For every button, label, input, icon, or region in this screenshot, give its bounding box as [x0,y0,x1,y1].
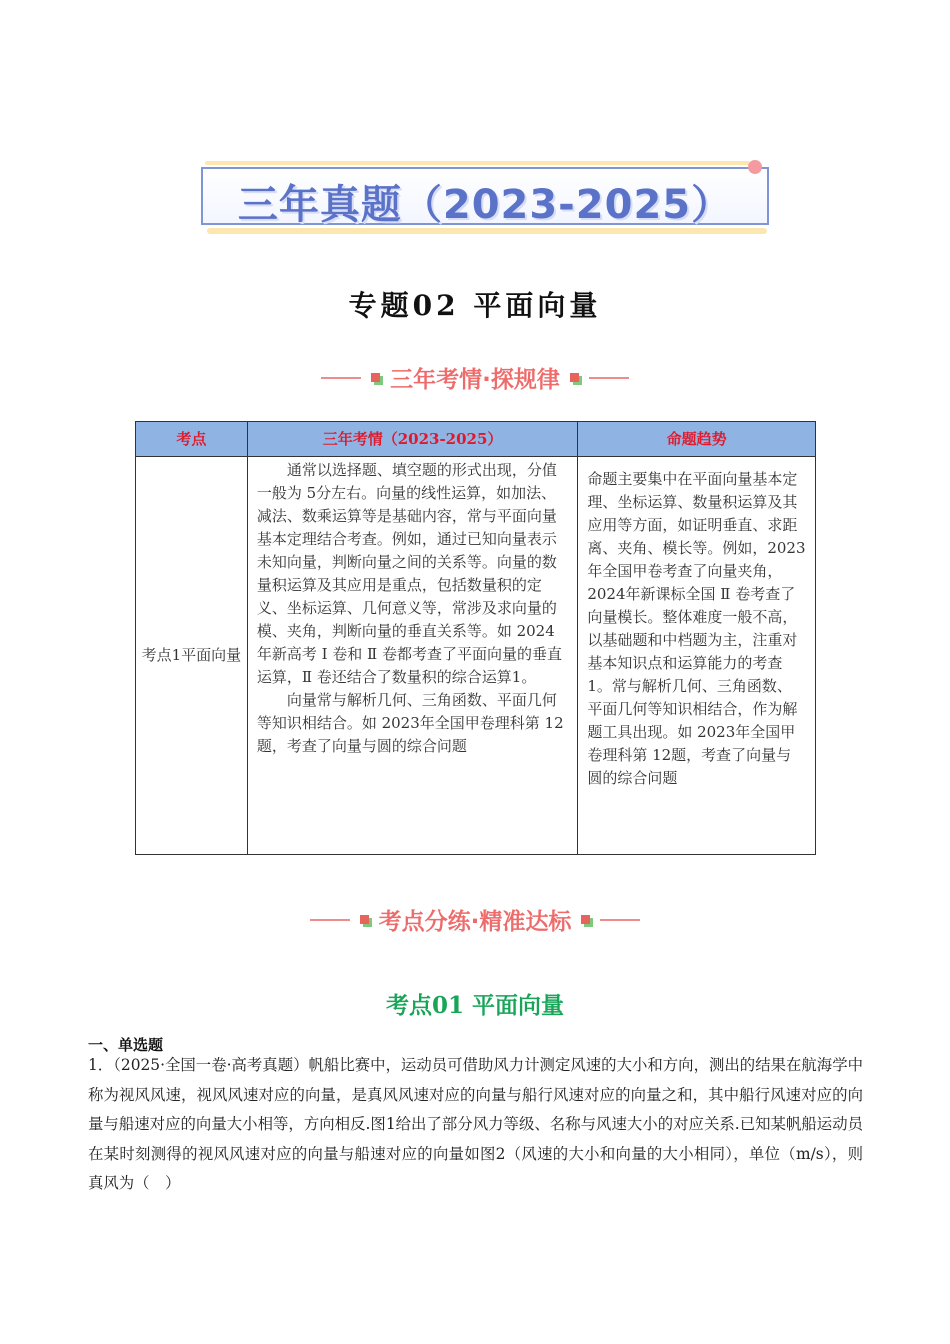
column-header-qingkuang: 三年考情（2023-2025） [247,422,578,457]
divider [600,919,640,921]
table-header-row [136,422,816,457]
kaodian-title: 考点01 平面向量 [385,992,564,1019]
section-heading-text: 考点分练·精准达标 [378,909,572,935]
square-bullet-icon [570,373,579,382]
question-1-text: 1．（2025·全国一卷·高考真题）帆船比赛中，运动员可借助风力计测定风速的大小和方向，测出的结果在航海学中称为视风风速，视风风速对应的向量，是真风风速对应的向量与船行风速对应的向量之和，其中船行风速对应的向量与船速对应的向量大小相等，方向相反.图1给出了部分风力等级、名称与风速大小的对应关系.已知某帆船运动员在某时刻测得的视风风速对应的向量与船速对应的向量如图2（风速的大小和向量的大小相同），单位（m/s），则真风为（ ） [88,1056,863,1192]
divider [310,919,350,921]
banner-decoration-line [205,161,750,165]
question-type-heading: 一、单选题 [88,1036,164,1054]
cell-kaodian: 考点1平面向量 [136,457,248,855]
table-row [136,457,816,855]
section-heading-practice [0,903,950,936]
exam-analysis-table [135,421,816,855]
square-bullet-icon [360,915,369,924]
qingkuang-paragraph-1: 通常以选择题、填空题的形式出现，分值一般为 5分左右。向量的线性运算，如加法、减法、数乘运算等是基础内容，常与平面向量基本定理结合考查。例如，通过已知向量表示未知向量，判断向量之间的关系等。向量的数量积运算及其应用是重点，包括数量积的定义、坐标运算、几何意义等，常涉及求向量的模、夹角，判断向量的垂直关系等。如 2024年新高考 Ⅰ 卷和 Ⅱ 卷都考查了平面向量的垂直运算，Ⅱ 卷还结合了数量积的综合运算1。 [256,461,563,686]
square-bullet-icon [371,373,380,382]
topic-title: 专题02 平面向量 [348,289,602,322]
divider [589,377,629,379]
column-header-qushi: 命题趋势 [578,422,816,457]
cell-qingkuang [247,457,578,855]
divider [321,377,361,379]
section-heading-trends [0,361,950,394]
square-bullet-icon [581,915,590,924]
section-heading-text: 三年考情·探规律 [390,367,560,393]
column-header-kaodian: 考点 [136,422,248,457]
banner-dot-decoration [748,160,762,174]
qingkuang-paragraph-2: 向量常与解析几何、三角函数、平面几何等知识相结合。如 2023年全国甲卷理科第 12题，考查了向量与圆的综合问题 [256,691,564,755]
cell-qushi: 命题主要集中在平面向量基本定理、坐标运算、数量积运算及其应用等方面，如证明垂直、求距离、夹角、模长等。例如，2023年全国甲卷考查了向量夹角，2024年新课标全国 Ⅱ 卷考查了向量模长。整体难度一般不高，以基础题和中档题为主，注重对基本知识点和运算能力的考查1。常与解析几何、三角函数、平面几何等知识相结合，作为解题工具出现。如 2023年全国甲卷理科第 12题，考查了向量与圆的综合问题 [578,457,816,855]
banner [201,167,769,228]
banner-title: 三年真题（2023-2025） [237,182,733,228]
banner-shadow-decoration [207,228,767,234]
